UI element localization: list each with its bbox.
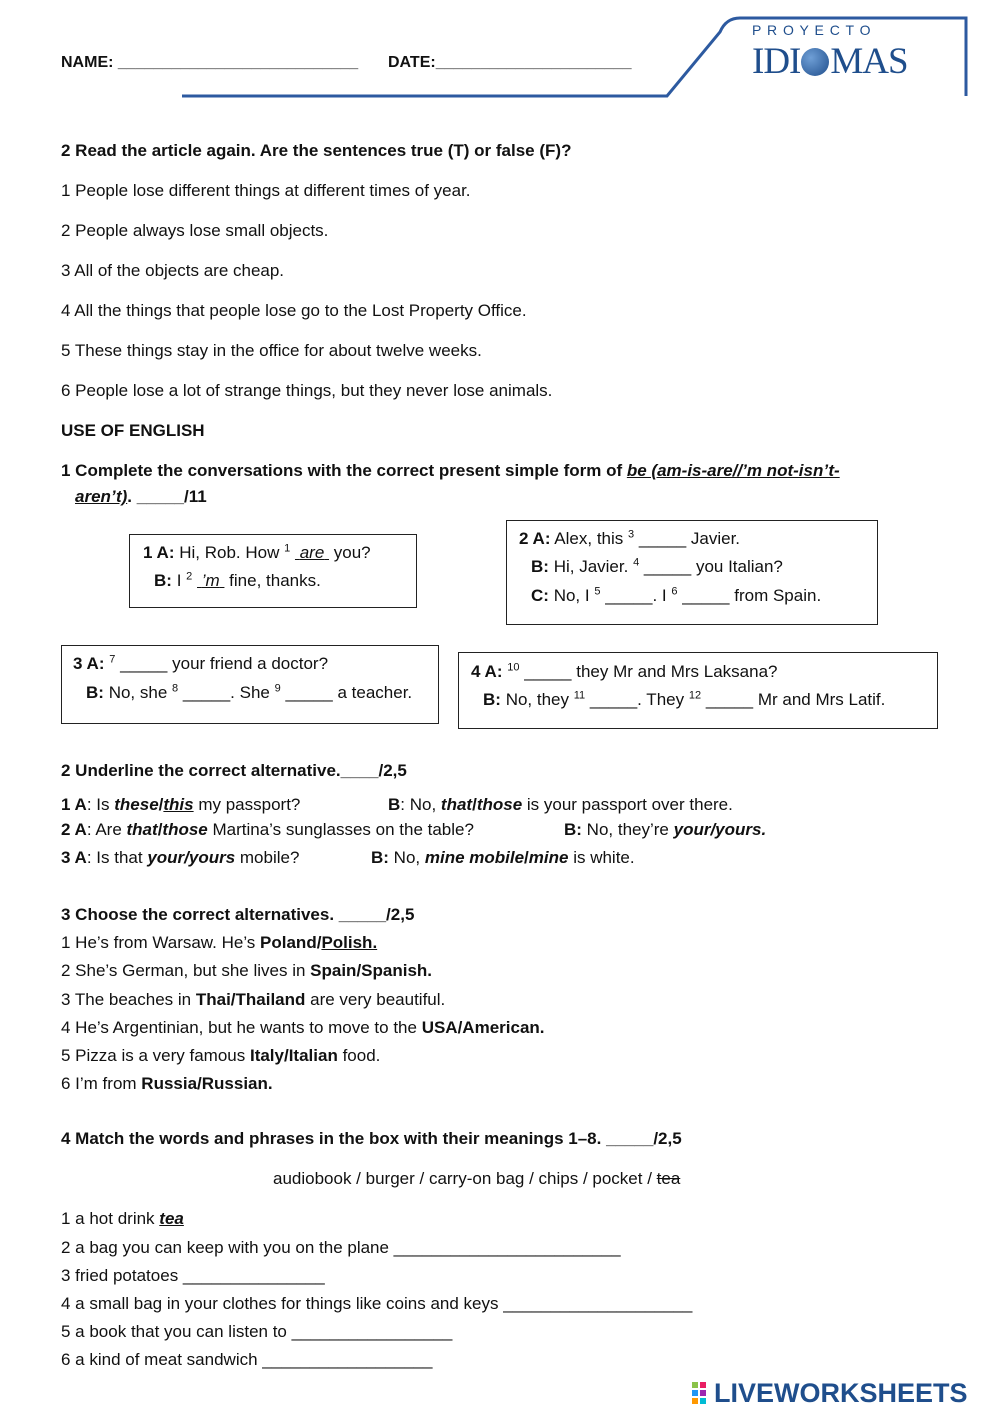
liveworksheets-logo: LIVEWORKSHEETS: [692, 1378, 968, 1409]
option[interactable]: Poland/: [260, 933, 322, 952]
date-label: DATE:______________________: [388, 54, 632, 71]
blank-7[interactable]: _____: [120, 654, 168, 673]
option-these[interactable]: these: [114, 795, 159, 814]
ex4-title: 4 Match the words and phrases in the box with their meanings 1–8. _____/2,5: [61, 1129, 682, 1148]
option-your-yours[interactable]: your/yours: [147, 848, 236, 867]
blank-4[interactable]: _____: [643, 557, 692, 576]
logo-tagline: P R O Y E C T O: [752, 22, 872, 38]
blank-6[interactable]: _____: [682, 586, 730, 605]
ex4-item: 1 a hot drink tea: [61, 1209, 184, 1228]
section-heading: USE OF ENGLISH: [61, 421, 205, 440]
globe-icon: [801, 48, 829, 76]
ex1-title-cont: aren’t). _____/11: [75, 487, 207, 506]
ex3-item: 6 I’m from Russia/Russian.: [61, 1074, 273, 1093]
conversation-4: 4 A: $^{10}$ _____ they Mr and Mrs Laksana? B: No, they $^{11}$ _____. They $^{12}$ _____ Mr and Mrs Latif.: [458, 652, 938, 729]
blank-11[interactable]: _____: [589, 690, 638, 709]
ex3-item: 3 The beaches in Thai/Thailand are very beautiful.: [61, 990, 446, 1009]
option-those[interactable]: those: [162, 820, 208, 839]
tf-item: 6 People lose a lot of strange things, but they never lose animals.: [61, 381, 553, 400]
ex2-row-2-b: B: No, they’re your/yours.: [564, 820, 767, 839]
ex2-row-1: 1 A: Is these/this my passport?: [61, 795, 301, 814]
option[interactable]: Spain/Spanish.: [310, 961, 433, 980]
option-this[interactable]: this: [163, 795, 194, 814]
option-that[interactable]: that: [126, 820, 158, 839]
ex4-item[interactable]: 6 a kind of meat sandwich __________________: [61, 1350, 433, 1369]
tf-item: 3 All of the objects are cheap.: [61, 261, 285, 280]
tf-item: 4 All the things that people lose go to the Lost Property Office.: [61, 301, 527, 320]
name-label: NAME: ___________________________: [61, 54, 359, 71]
ex2-row-3-b: B: No, mine mobile/mine is white.: [371, 848, 635, 867]
answer-input[interactable]: tea: [159, 1209, 184, 1228]
option[interactable]: Italy/Italian: [249, 1046, 338, 1065]
blank-3[interactable]: _____: [638, 529, 687, 548]
tf-title: 2 Read the article again. Are the sentences true (T) or false (F)?: [61, 141, 572, 160]
date-field[interactable]: ______________________: [435, 54, 632, 71]
option-selected[interactable]: Polish.: [321, 933, 378, 952]
ex3-item: 4 He’s Argentinian, but he wants to move to the USA/American.: [61, 1018, 545, 1037]
ex4-item[interactable]: 5 a book that you can listen to _________________: [61, 1322, 453, 1341]
ex2-row-3: 3 A: Is that your/yours mobile?: [61, 848, 300, 867]
conversation-3: 3 A: $^7$ _____ your friend a doctor? B: No, she $^8$ _____. She $^9$ _____ a teacher.: [61, 645, 439, 724]
ex3-item: 2 She’s German, but she lives in Spain/Spanish.: [61, 961, 433, 980]
option-mine-mobile[interactable]: mine mobile: [424, 848, 525, 867]
blank-10[interactable]: _____: [524, 662, 572, 681]
answer-2[interactable]: ’m: [201, 571, 220, 590]
ex4-item[interactable]: 3 fried potatoes _______________: [61, 1266, 325, 1285]
liveworksheets-icon: [692, 1380, 714, 1406]
name-field[interactable]: ___________________________: [117, 54, 359, 71]
tf-item: 1 People lose different things at different times of year.: [61, 181, 471, 200]
blank-12[interactable]: _____: [705, 690, 754, 709]
conversation-1: 1 A: Hi, Rob. How $^1$ are you? B: I $^2$ ’m fine, thanks.: [129, 534, 417, 608]
option[interactable]: Thai/Thailand: [195, 990, 306, 1009]
option[interactable]: USA/American.: [421, 1018, 545, 1037]
ex3-item: 1 He’s from Warsaw. He’s Poland/Polish.: [61, 933, 378, 952]
blank-5[interactable]: _____: [605, 586, 653, 605]
option-that[interactable]: that: [440, 795, 473, 814]
option-those[interactable]: those: [476, 795, 523, 814]
ex3-item: 5 Pizza is a very famous Italy/Italian food.: [61, 1046, 381, 1065]
answer-1[interactable]: are: [299, 543, 325, 562]
logo: IDI MAS: [752, 41, 908, 82]
word-box: audiobook / burger / carry-on bag / chips / pocket / tea: [273, 1169, 681, 1188]
tf-item: 5 These things stay in the office for about twelve weeks.: [61, 341, 482, 360]
ex2-title: 2 Underline the correct alternative.____/2,5: [61, 761, 407, 780]
option-your-yours[interactable]: your/yours.: [673, 820, 767, 839]
ex4-item[interactable]: 4 a small bag in your clothes for things like coins and keys ____________________: [61, 1294, 693, 1313]
conversation-2: 2 A: Alex, this $^3$ _____ Javier. B: Hi, Javier. $^4$ _____ you Italian? C: No, I $^5$ _____. I $^6$ _____ from Spain.: [506, 520, 878, 625]
ex4-item[interactable]: 2 a bag you can keep with you on the plane ________________________: [61, 1238, 621, 1257]
blank-8[interactable]: _____: [182, 683, 231, 702]
ex2-row-2: 2 A: Are that/those Martina’s sunglasses on the table?: [61, 820, 474, 839]
option-mine[interactable]: mine: [528, 848, 569, 867]
blank-9[interactable]: _____: [285, 683, 333, 702]
ex3-title: 3 Choose the correct alternatives. _____/2,5: [61, 905, 415, 924]
option[interactable]: Russia/Russian.: [141, 1074, 273, 1093]
ex2-row-1-b: B: No, that/those is your passport over there.: [388, 795, 733, 814]
tf-item: 2 People always lose small objects.: [61, 221, 329, 240]
ex1-title: 1 Complete the conversations with the correct present simple form of be (am-is-are//’m not-isn’t-: [61, 461, 840, 480]
